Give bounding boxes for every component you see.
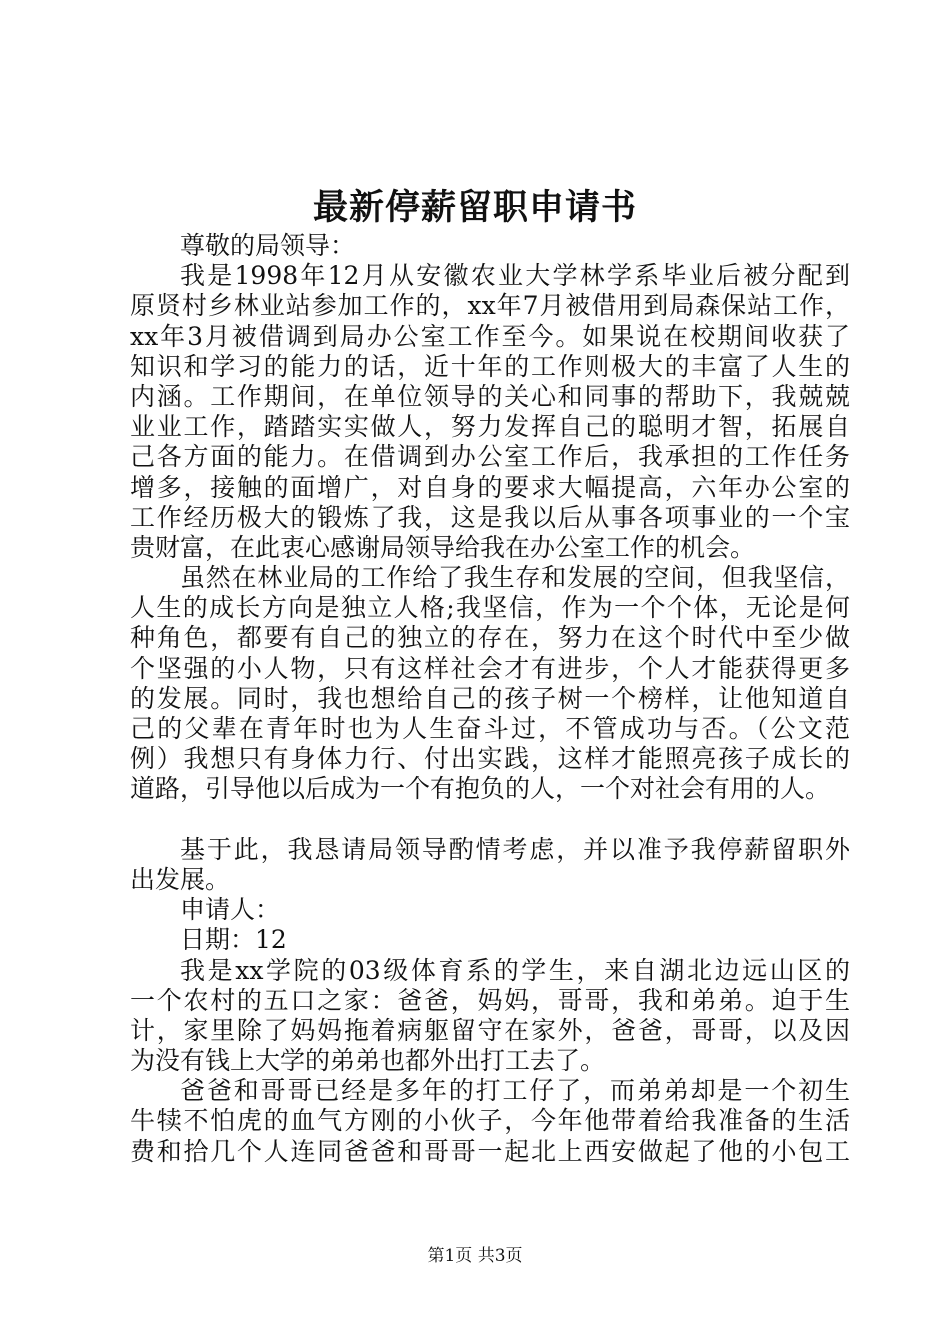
paragraph-line: 例）我想只有身体力行、付出实践，这样才能照亮孩子成长的 — [130, 744, 850, 774]
paragraph-line: 道路，引导他以后成为一个有抱负的人，一个对社会有用的人。 — [130, 774, 831, 804]
paragraph-line: 人生的成长方向是独立人格;我坚信，作为一个个体，无论是何 — [130, 593, 850, 623]
paragraph-line: 的发展。同时，我也想给自己的孩子树一个榜样，让他知道自 — [130, 683, 850, 713]
paragraph-line: 费和拾几个人连同爸爸和哥哥一起北上西安做起了他的小包工 — [130, 1136, 850, 1166]
paragraph-line: 业业工作，踏踏实实做人，努力发挥自己的聪明才智，拓展自 — [130, 412, 850, 442]
paragraph-line: 原贤村乡林业站参加工作的，xx年7月被借用到局森保站工作， — [130, 291, 850, 321]
blank-line — [130, 805, 850, 835]
paragraph-line: 贵财富，在此衷心感谢局领导给我在办公室工作的机会。 — [130, 532, 756, 562]
date-label: 日期：12 — [180, 925, 287, 955]
paragraph-line: 内涵。工作期间，在单位领导的关心和同事的帮助下，我兢兢 — [130, 381, 850, 411]
greeting: 尊敬的局领导： — [180, 231, 356, 260]
applicant-label: 申请人： — [180, 895, 281, 925]
paragraph-line: 我是1998年12月从安徽农业大学林学系毕业后被分配到 — [180, 261, 850, 291]
paragraph-line: 己的父辈在青年时也为人生奋斗过，不管成功与否。（公文范 — [130, 714, 850, 743]
paragraph-line: 知识和学习的能力的话，近十年的工作则极大的丰富了人生的 — [130, 351, 850, 381]
paragraph-line: 为没有钱上大学的弟弟也都外出打工去了。 — [130, 1046, 606, 1076]
paragraph-line: 增多，接触的面增广，对自身的要求大幅提高，六年办公室的 — [130, 472, 850, 502]
paragraph-line: 计，家里除了妈妈拖着病躯留守在家外，爸爸，哥哥，以及因 — [130, 1015, 850, 1045]
paragraph-line: 工作经历极大的锻炼了我，这是我以后从事各项事业的一个宝 — [130, 502, 850, 532]
paragraph-line: 己各方面的能力。在借调到办公室工作后，我承担的工作任务 — [130, 442, 850, 472]
paragraph-line: 牛犊不怕虎的血气方刚的小伙子，今年他带着给我准备的生活 — [130, 1106, 850, 1136]
paragraph-line: 种角色，都要有自己的独立的存在，努力在这个时代中至少做 — [130, 623, 850, 653]
paragraph-line: xx年3月被借调到局办公室工作至今。如果说在校期间收获了 — [130, 321, 850, 351]
paragraph-line: 爸爸和哥哥已经是多年的打工仔了，而弟弟却是一个初生 — [180, 1076, 850, 1106]
paragraph-line: 一个农村的五口之家：爸爸，妈妈，哥哥，我和弟弟。迫于生 — [130, 985, 850, 1015]
document-body — [130, 231, 850, 1167]
paragraph-line: 出发展。 — [130, 864, 231, 894]
paragraph-line: 个坚强的小人物，只有这样社会才有进步，个人才能获得更多 — [130, 653, 850, 683]
page-title: 最新停薪留职申请书 — [312, 187, 637, 228]
page-footer: 第1页 共3页 — [427, 1246, 523, 1266]
paragraph-line: 我是xx学院的03级体育系的学生，来自湖北边远山区的 — [180, 955, 850, 985]
paragraph-line: 虽然在林业局的工作给了我生存和发展的空间，但我坚信， — [180, 563, 850, 593]
paragraph-line: 基于此，我恳请局领导酌情考虑，并以准予我停薪留职外 — [180, 834, 850, 864]
